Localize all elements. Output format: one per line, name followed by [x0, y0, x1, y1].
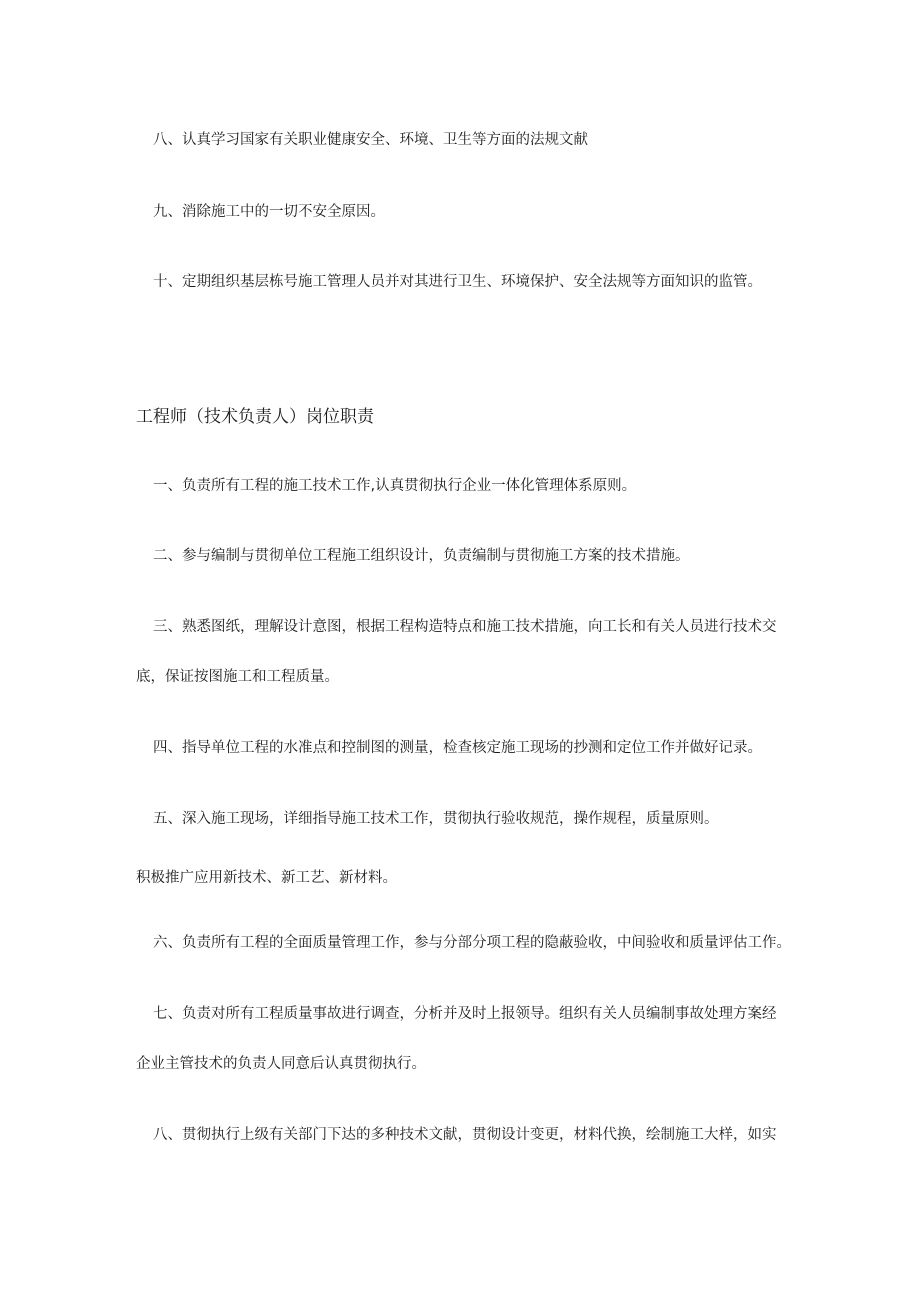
list-item: 六、负责所有工程的全面质量管理工作，参与分部分项工程的隐蔽验收，中间验收和质量评估工作。 [153, 935, 791, 951]
list-item-continuation: 积极推广应用新技术、新工艺、新材料。 [136, 870, 397, 886]
list-item: 四、指导单位工程的水准点和控制图的测量，检查核定施工现场的抄测和定位工作并做好记录。 [153, 740, 762, 756]
list-item: 七、负责对所有工程质量事故进行调查，分析并及时上报领导。组织有关人员编制事故处理方案经 [153, 1006, 777, 1022]
list-item: 一、负责所有工程的施工技术工作,认真贯彻执行企业一体化管理体系原则。 [153, 478, 637, 494]
list-item-continuation: 底，保证按图施工和工程质量。 [136, 669, 339, 685]
list-item: 三、熟悉图纸，理解设计意图，根据工程构造特点和施工技术措施，向工长和有关人员进行技术交 [153, 619, 777, 635]
list-item: 九、消除施工中的一切不安全原因。 [153, 204, 385, 220]
list-item: 八、认真学习国家有关职业健康安全、环境、卫生等方面的法规文献 [153, 132, 588, 148]
list-item: 八、贯彻执行上级有关部门下达的多种技术文献，贯彻设计变更，材料代换，绘制施工大样，如实 [153, 1127, 777, 1143]
list-item: 二、参与编制与贯彻单位工程施工组织设计，负责编制与贯彻施工方案的技术措施。 [153, 548, 690, 564]
section-title: 工程师（技术负责人）岗位职责 [136, 407, 374, 427]
list-item-continuation: 企业主管技术的负责人同意后认真贯彻执行。 [136, 1056, 426, 1072]
list-item: 十、定期组织基层栋号施工管理人员并对其进行卫生、环境保护、安全法规等方面知识的监管。 [153, 274, 762, 290]
list-item: 五、深入施工现场，详细指导施工技术工作，贯彻执行验收规范，操作规程，质量原则。 [153, 811, 719, 827]
